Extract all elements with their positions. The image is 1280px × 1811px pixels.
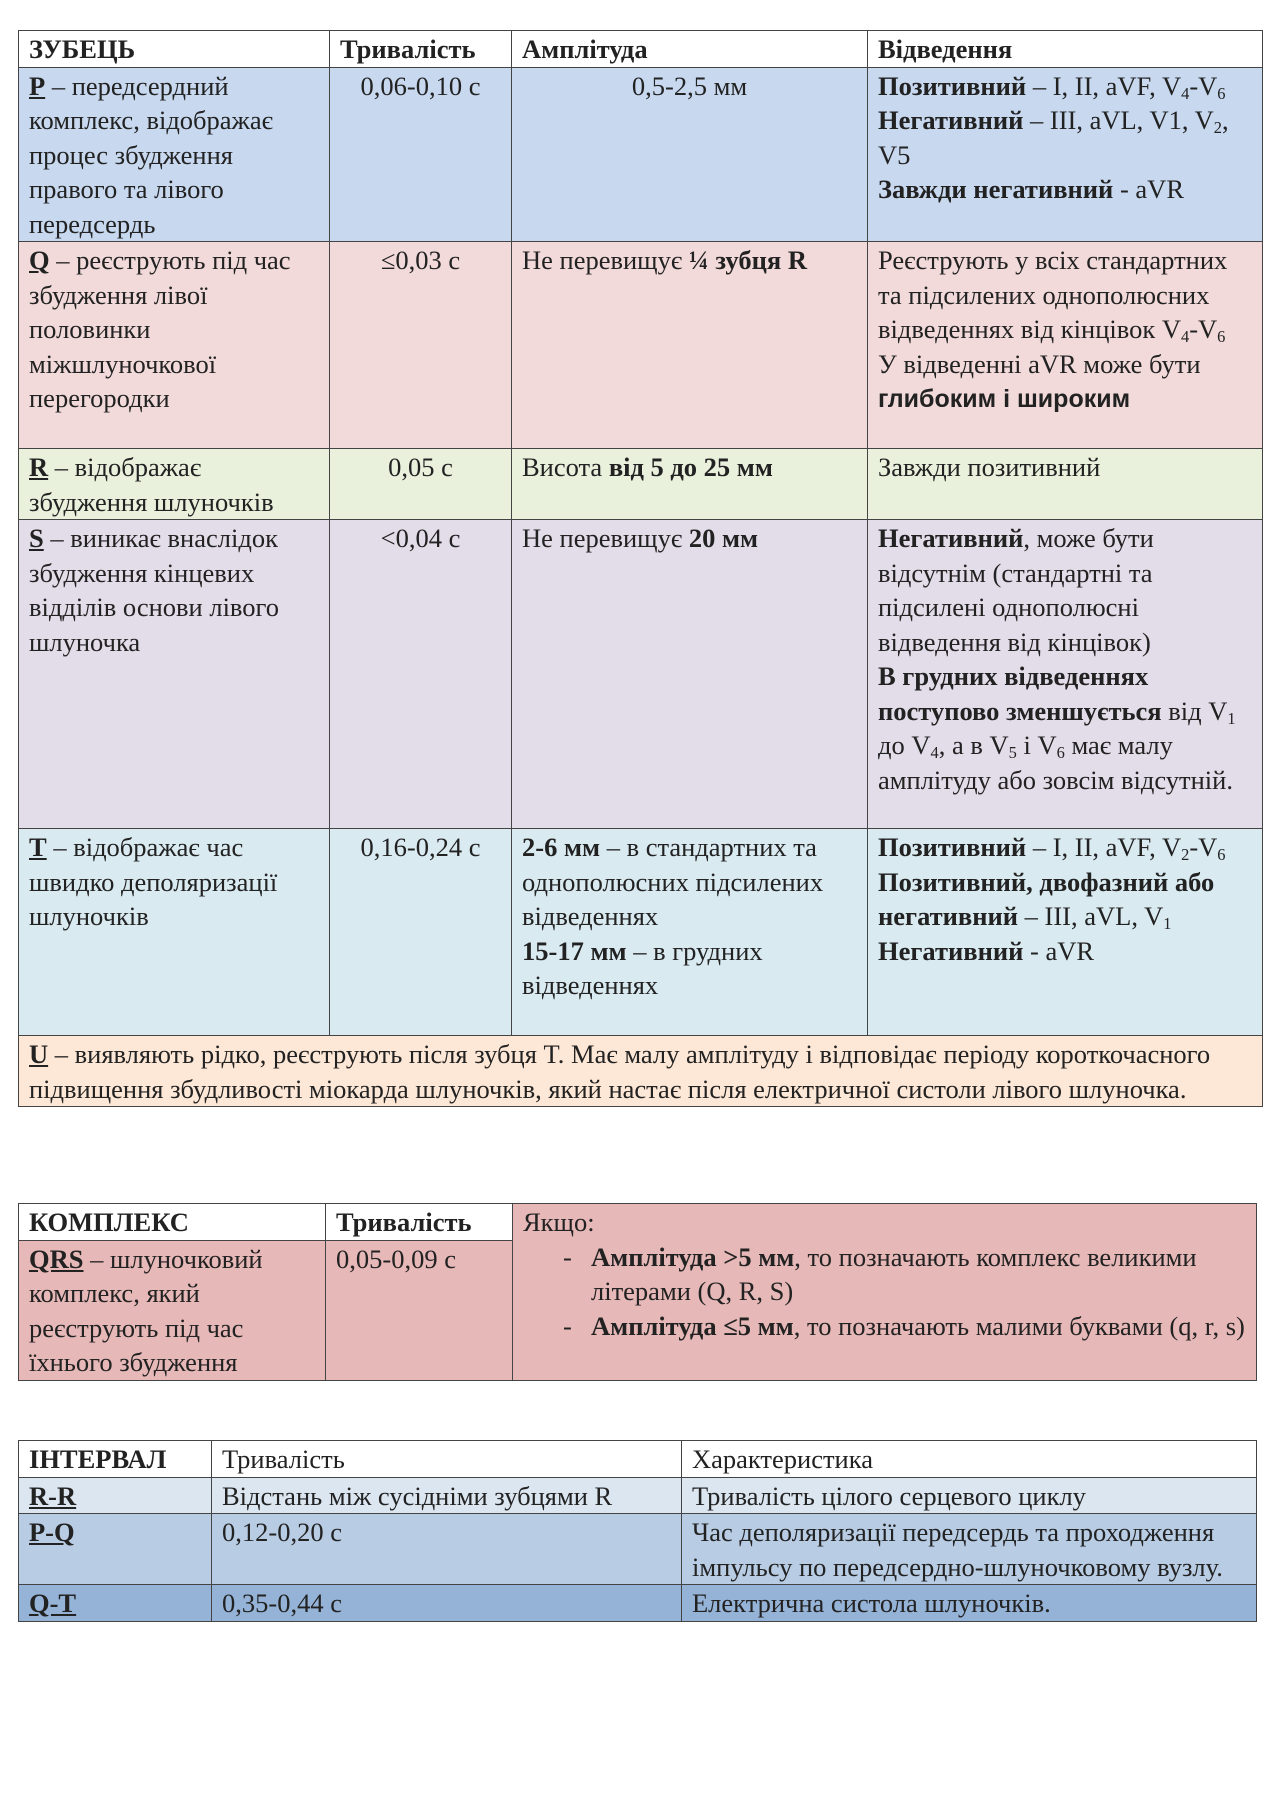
interval-pq-characteristic: Час деполяризації передсердь та проходження імпульсу по передсердно-шлуночковому вузлу. (682, 1514, 1257, 1585)
header-interval-characteristic: Характеристика (682, 1441, 1257, 1478)
s-amp-text: Не перевищує (522, 523, 689, 553)
p-positive-dash: -V (1189, 70, 1218, 101)
wave-r-desc: – відображає збудження шлуночків (29, 452, 274, 517)
complex-conditions-list (523, 1240, 1246, 1344)
t-amp-line1 (522, 830, 857, 934)
wave-s-amplitude (512, 520, 868, 829)
p-negative-label: Негативний (878, 105, 1024, 135)
q-avr-line (878, 347, 1252, 417)
wave-row-u (19, 1036, 1263, 1107)
interval-rr-label: R-R (29, 1480, 77, 1511)
r-amp-text: Висота (522, 452, 609, 482)
wave-p-cell (19, 67, 330, 242)
interval-row-qt (19, 1585, 1257, 1622)
q-leads-sub1: 4 (1180, 327, 1190, 347)
complex-if-label: Якщо: (523, 1207, 595, 1237)
wave-t-duration: 0,16-0,24 с (330, 829, 512, 1036)
p-always-line (878, 172, 1252, 207)
t-amp-text2: – в грудних відведеннях (522, 935, 763, 1000)
wave-p-leads (868, 67, 1263, 242)
t-negative-label: Негативний (878, 935, 1024, 966)
interval-qt-duration: 0,35-0,44 с (212, 1585, 682, 1622)
complex-qrs-desc: – шлуночковий комплекс, який реєструють під час їхнього збудження (29, 1243, 263, 1377)
t-positive-sub1: 2 (1181, 845, 1190, 865)
wave-t-amplitude (512, 829, 868, 1036)
header-leads: Відведення (868, 31, 1263, 68)
q-leads-text: Реєструють у всіх стандартних та підсилених однополюсних відведеннях від кінцівок V (878, 245, 1228, 344)
wave-s-duration: <0,04 с (330, 520, 512, 829)
s-chest-s1: 1 (1227, 708, 1236, 728)
wave-r-name: R (29, 452, 49, 482)
wave-p-duration: 0,06-0,10 с (330, 67, 512, 242)
condition-1-bold: Амплітуда >5 мм (591, 1241, 795, 1272)
interval-qt-label: Q-T (29, 1588, 77, 1618)
interval-row-rr (19, 1477, 1257, 1514)
s-chest-t2: до V (878, 730, 931, 760)
header-interval: ІНТЕРВАЛ (19, 1441, 212, 1478)
condition-2-text: , то позначають малими буквами (q, r, s) (793, 1310, 1245, 1341)
interval-pq-duration: 0,12-0,20 с (212, 1514, 682, 1585)
t-positive-label: Позитивний (878, 832, 1027, 862)
wave-t-desc: – відображає час швидко деполяризації шлуночків (29, 832, 278, 931)
interval-row-pq (19, 1514, 1257, 1585)
t-positive-sub2: 6 (1217, 845, 1226, 865)
condition-2-bold: Амплітуда ≤5 мм (591, 1310, 794, 1341)
p-positive-label: Позитивний (878, 70, 1027, 101)
p-positive-line (878, 69, 1252, 104)
interval-qt-characteristic: Електрична систола шлуночків. (682, 1585, 1257, 1622)
p-positive-sub2: 6 (1217, 83, 1226, 103)
waves-table (18, 30, 1263, 1107)
r-amp-bold: від 5 до 25 мм (608, 452, 773, 482)
waves-header-row (19, 31, 1263, 68)
s-chest-line (878, 659, 1252, 797)
wave-row-s (19, 520, 1263, 829)
wave-r-leads: Завжди позитивний (868, 449, 1263, 520)
wave-q-leads (868, 242, 1263, 449)
header-amplitude: Амплітуда (512, 31, 868, 68)
q-leads-dash: -V (1189, 314, 1218, 344)
wave-p-amplitude: 0,5-2,5 мм (512, 67, 868, 242)
wave-u-cell (19, 1036, 1263, 1107)
s-negative-label: Негативний (878, 523, 1024, 553)
s-chest-s4: 6 (1056, 743, 1065, 763)
wave-r-amplitude (512, 449, 868, 520)
wave-row-r (19, 449, 1263, 520)
s-chest-t5: має малу амплітуду або зовсім відсутній. (878, 730, 1233, 795)
wave-u-name: U (29, 1039, 49, 1069)
wave-q-desc: – реєструють під час збудження лівої половинки міжшлуночкової перегородки (29, 245, 291, 413)
t-amp-text1: – в стандартних та однополюсних підсилених відведеннях (522, 832, 824, 931)
s-chest-t4: і V (1016, 730, 1057, 760)
complex-header-row (19, 1204, 1257, 1241)
header-duration: Тривалість (330, 31, 512, 68)
wave-t-leads (868, 829, 1263, 1036)
t-positive-leads: – I, II, aVF, V (1026, 832, 1182, 862)
header-wave: ЗУБЕЦЬ (19, 31, 330, 68)
s-negative-text: , може бути відсутнім (стандартні та підсилені однополюсні відведення від кінцівок) (878, 523, 1154, 657)
s-chest-t3: , а в V (938, 730, 1009, 760)
s-chest-t1: від V (1161, 695, 1228, 726)
q-leads-line (878, 243, 1252, 347)
wave-s-cell (19, 520, 330, 829)
wave-t-name: T (29, 832, 47, 862)
t-biphasic-leads: – III, aVL, V (1018, 901, 1164, 931)
q-amp-text: Не перевищує (522, 245, 689, 275)
wave-p-desc: – передсердний комплекс, відображає процес збудження правого та лівого передсердь (29, 70, 273, 239)
interval-pq-name (19, 1514, 212, 1585)
s-chest-bold: В грудних відведеннях поступово зменшується (878, 661, 1162, 726)
wave-r-cell (19, 449, 330, 520)
condition-1-text: , то позначають комплекс великими літерами (Q, R, S) (591, 1241, 1197, 1306)
wave-s-leads (868, 520, 1263, 829)
q-avr-bold: глибоким і широким (878, 385, 1131, 413)
header-complex: КОМПЛЕКС (19, 1204, 326, 1241)
wave-r-duration: 0,05 с (330, 449, 512, 520)
p-negative-leads2: , V5 (878, 105, 1229, 170)
complex-condition-item (523, 1240, 1246, 1309)
p-negative-sub: 2 (1213, 118, 1222, 138)
q-amp-bold: ¼ зубця R (688, 245, 807, 275)
p-positive-sub1: 4 (1181, 83, 1190, 103)
p-always-leads: - aVR (1113, 174, 1184, 204)
intervals-table (18, 1440, 1257, 1622)
header-complex-duration: Тривалість (326, 1204, 513, 1241)
interval-pq-label: P-Q (29, 1517, 75, 1547)
wave-q-name: Q (29, 245, 50, 275)
complex-qrs-name: QRS (29, 1243, 84, 1274)
p-always-label: Завжди негативний (878, 174, 1114, 204)
s-chest-s2: 4 (930, 743, 939, 763)
s-amp-bold: 20 мм (688, 523, 759, 553)
wave-row-q (19, 242, 1263, 449)
t-biphasic-line (878, 865, 1252, 934)
s-negative-line (878, 521, 1252, 659)
t-biphasic-sub: 1 (1163, 914, 1172, 934)
complex-conditions (513, 1204, 1257, 1381)
interval-rr-duration: Відстань між сусідніми зубцями R (212, 1477, 682, 1514)
p-negative-leads1: – III, aVL, V1, V (1023, 105, 1214, 135)
t-amp-line2 (522, 934, 857, 1003)
interval-qt-name (19, 1585, 212, 1622)
wave-p-name: P (29, 70, 46, 101)
t-negative-leads: - aVR (1023, 935, 1095, 966)
p-negative-line (878, 103, 1252, 172)
t-negative-line (878, 934, 1252, 969)
wave-u-desc: – виявляють рідко, реєструють після зубця T. Має малу амплітуду і відповідає періоду короткочасного підвищення збудливості міокарда шлуночків, який настає після електричної систоли лівого шлуночка. (29, 1039, 1211, 1104)
q-avr-text: У відведенні aVR може бути (878, 348, 1201, 379)
p-positive-leads: – I, II, aVF, V (1026, 70, 1182, 101)
s-chest-s3: 5 (1008, 743, 1017, 763)
t-amp-bold2: 15-17 мм (522, 935, 627, 966)
complex-qrs-duration: 0,05-0,09 с (326, 1240, 513, 1380)
wave-row-t (19, 829, 1263, 1036)
t-positive-dash: -V (1189, 832, 1218, 862)
complex-table (18, 1203, 1257, 1381)
wave-s-desc: – виникає внаслідок збудження кінцевих відділів основи лівого шлуночка (29, 523, 279, 657)
interval-rr-characteristic: Тривалість цілого серцевого циклу (682, 1477, 1257, 1514)
interval-rr-name (19, 1477, 212, 1514)
t-biphasic-label: Позитивний, двофазний або негативний (878, 866, 1215, 931)
wave-q-cell (19, 242, 330, 449)
t-amp-bold1: 2-6 мм (522, 832, 601, 862)
header-interval-duration: Тривалість (212, 1441, 682, 1478)
intervals-header-row (19, 1441, 1257, 1478)
q-leads-sub2: 6 (1217, 327, 1226, 347)
wave-t-cell (19, 829, 330, 1036)
wave-q-duration: ≤0,03 с (330, 242, 512, 449)
complex-qrs-cell (19, 1240, 326, 1380)
t-positive-line (878, 830, 1252, 865)
wave-s-name: S (29, 523, 44, 553)
complex-condition-item (523, 1309, 1246, 1344)
wave-q-amplitude (512, 242, 868, 449)
wave-row-p (19, 67, 1263, 242)
